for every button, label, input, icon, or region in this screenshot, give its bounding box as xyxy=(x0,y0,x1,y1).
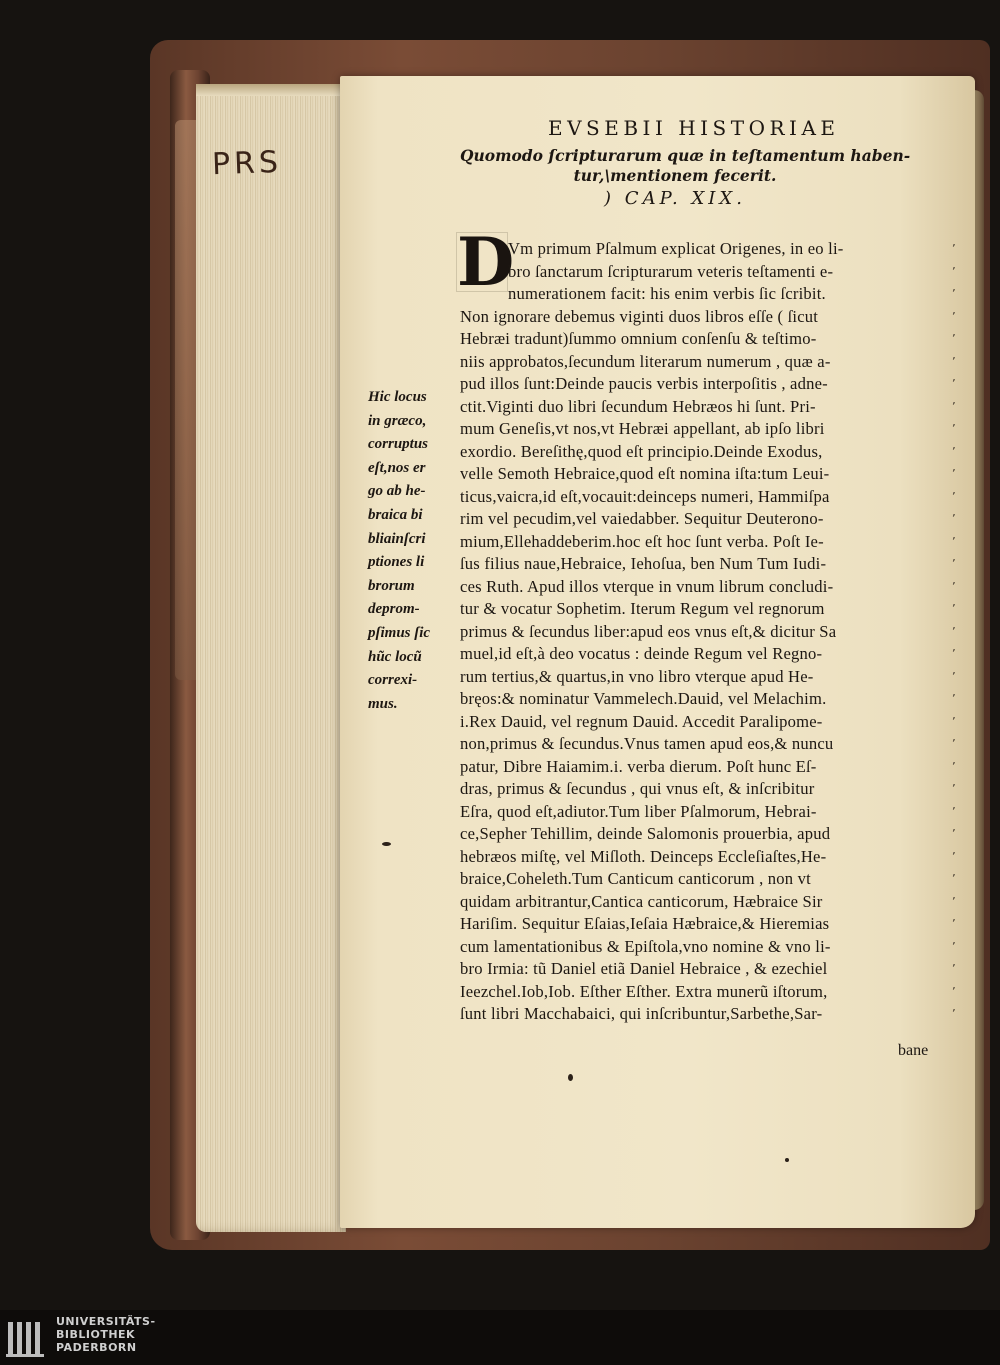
ink-speck xyxy=(568,1074,573,1081)
logo-line-1: UNIVERSITÄTS- xyxy=(56,1315,156,1328)
body-line: tur & vocatur Sophetim. Iterum Regum vel regnorum xyxy=(460,599,825,618)
body-line: ticus,vaicra,id eſt,vocauit:deinceps numeri, Hammiſpa xyxy=(460,486,830,506)
margin-tick: ’ xyxy=(952,399,956,413)
body-line: hebræos miſtę, vel Miſloth. Deinceps Eccleſiaſtes,He- xyxy=(460,846,827,866)
margin-tick: ’ xyxy=(952,287,956,300)
body-line: rum tertius,& quartus,in vno libro vterque apud He- xyxy=(460,666,814,686)
margin-note-line: go ab he- xyxy=(368,483,426,500)
body-line: i.Rex Dauid, vel regnum Dauid. Accedit Paralipome- xyxy=(460,711,823,731)
body-line: Vm primum Pſalmum explicat Origenes, in eo li- xyxy=(508,239,844,258)
body-line: muel,id eſt,à deo vocatus : deinde Regum vel Regno- xyxy=(460,644,823,663)
body-line: dras, primus & ſecundus , qui vnus eſt, & inſcribitur xyxy=(460,779,815,798)
margin-tick: ’ xyxy=(952,804,956,818)
margin-tick: ’ xyxy=(952,377,956,390)
body-line: ſunt libri Macchabaici, qui inſcribuntur,Sarbethe,Sar- xyxy=(460,1004,823,1023)
body-line: patur, Dibre Haiamim.i. verba dierum. Poſt hunc Eſ- xyxy=(460,756,817,776)
body-line: exordio. Bereſithę,quod eſt principio.Deinde Exodus, xyxy=(460,441,823,461)
body-line: mium,Ellehaddeberim.hoc eſt hoc ſunt verba. Poſt Ie- xyxy=(460,531,824,551)
spine-shelfmark: PRS xyxy=(211,144,283,183)
body-line: bro Irmia: tũ Daniel etiã Daniel Hebraice , & ezechiel xyxy=(460,959,828,978)
body-line: velle Semoth Hebraice,quod eſt nomina iſta:tum Leui- xyxy=(460,464,830,483)
logo-line-3: PADERBORN xyxy=(56,1341,137,1354)
margin-tick: ’ xyxy=(952,354,956,368)
margin-note-line: bliainſcri xyxy=(368,530,426,547)
body-line: numerationem facit: his enim verbis ſic ſcribit. xyxy=(508,284,826,303)
margin-tick: ’ xyxy=(952,444,956,458)
margin-tick: ’ xyxy=(952,647,956,660)
margin-tick: ’ xyxy=(952,264,956,278)
chapter-caption-line-2: tur,\mentionem fecerit. xyxy=(573,166,777,185)
body-line: niis approbatos,ſecundum literarum numerum , quæ a- xyxy=(460,351,831,371)
margin-tick: ’ xyxy=(952,579,956,593)
margin-note-line: correxi- xyxy=(368,672,418,689)
body-line: non,primus & ſecundus.Vnus tamen apud eos,& nuncu xyxy=(460,734,834,753)
margin-tick: ’ xyxy=(952,782,956,795)
margin-note-line: brorum xyxy=(368,577,415,594)
body-line: ces Ruth. Apud illos vterque in vnum librum concludi- xyxy=(460,576,834,596)
margin-tick: ’ xyxy=(952,917,956,930)
body-line: cum lamentationibus & Epiſtola,vno nomine & vno li- xyxy=(460,936,831,956)
margin-tick: ’ xyxy=(952,714,956,728)
body-line: ctit.Viginti duo libri ſecundum Hebræos hi ſunt. Pri- xyxy=(460,396,816,416)
margin-tick: ’ xyxy=(952,602,956,615)
body-line: Hebræi tradunt)ſummo omnium conſenſu & teſtimo- xyxy=(460,329,817,348)
margin-tick: ’ xyxy=(952,692,956,705)
margin-tick: ’ xyxy=(952,984,956,998)
margin-tick: ’ xyxy=(952,489,956,503)
margin-tick: ’ xyxy=(952,512,956,525)
logo-line-2: BIBLIOTHEK xyxy=(56,1328,136,1341)
drop-cap: D xyxy=(457,223,515,301)
margin-note-line: hũc locũ xyxy=(368,648,422,665)
margin-tick: ’ xyxy=(952,827,956,840)
margin-note-line: ptiones li xyxy=(368,554,425,571)
margin-note-line: mus. xyxy=(368,695,398,712)
margin-tick: ’ xyxy=(952,962,956,975)
running-head: EVSEBII HISTORIAE xyxy=(548,116,840,140)
margin-tick: ’ xyxy=(952,737,956,750)
margin-tick: ’ xyxy=(952,309,956,323)
margin-note-line: pſimus ſic xyxy=(368,625,431,641)
body-line: Ieezchel.Iob,Iob. Eſther Eſther. Extra munerũ iſtorum, xyxy=(460,981,828,1001)
body-line: braice,Coheleth.Tum Canticum canticorum , non vt xyxy=(460,869,811,888)
catchword: bane xyxy=(898,1042,929,1059)
chapter-number: ) CAP. XIX. xyxy=(604,188,746,209)
body-line: bro ſanctarum ſcripturarum veteris teſtamenti e- xyxy=(508,261,834,281)
ink-speck xyxy=(382,842,391,846)
margin-tick: ’ xyxy=(952,894,956,908)
margin-note-line: Hic locus xyxy=(368,389,427,405)
margin-tick: ’ xyxy=(952,332,956,345)
margin-tick: ’ xyxy=(952,939,956,953)
margin-note-line: deprom- xyxy=(368,601,420,618)
body-line: ce,Sepher Tehillim, deinde Salomonis prouerbia, apud xyxy=(460,824,831,843)
margin-tick: ’ xyxy=(952,759,956,773)
chapter-caption-line-1: Quomodo ſcripturarum quæ in teſtamentum haben- xyxy=(460,146,911,165)
margin-tick: ’ xyxy=(952,422,956,435)
body-line: mum Geneſis,vt nos,vt Hebræi appellant, ab ipſo libri xyxy=(460,419,825,438)
library-logo-text xyxy=(56,1315,156,1354)
ink-speck xyxy=(785,1158,789,1162)
body-line: quidam arbitrantur,Cantica canticorum, Hæbraice Sir xyxy=(460,891,823,911)
margin-note-line: in græco, xyxy=(368,412,427,429)
margin-tick: ’ xyxy=(952,872,956,885)
margin-tick: ’ xyxy=(952,849,956,863)
body-line: rim vel pecudim,vel vaiedabber. Sequitur Deuterono- xyxy=(460,509,824,528)
body-line: primus & ſecundus liber:apud eos vnus eſt,& dicitur Sa xyxy=(460,621,837,641)
body-line: pud illos ſunt:Deinde paucis verbis interpoſitis , adne- xyxy=(460,374,828,393)
margin-note-line: eſt,nos er xyxy=(368,459,426,476)
margin-tick: ’ xyxy=(952,242,956,255)
margin-tick: ’ xyxy=(952,557,956,570)
body-line: Non ignorare debemus viginti duos libros eſſe ( ſicut xyxy=(460,306,819,326)
margin-tick: ’ xyxy=(952,467,956,480)
margin-note-line: corruptus xyxy=(368,436,429,453)
margin-tick: ’ xyxy=(952,534,956,548)
body-line: Eſra, quod eſt,adiutor.Tum liber Pſalmorum, Hebrai- xyxy=(460,801,817,821)
library-logo-icon xyxy=(6,1318,46,1358)
margin-tick: ’ xyxy=(952,624,956,638)
body-line: bręos:& nominatur Vammelech.Dauid, vel Melachim. xyxy=(460,689,827,708)
margin-tick: ’ xyxy=(952,669,956,683)
margin-note-line: braica bi xyxy=(368,507,423,523)
margin-tick: ’ xyxy=(952,1007,956,1020)
body-line: Hariſim. Sequitur Eſaias,Ieſaia Hæbraice,& Hieremias xyxy=(460,914,830,933)
body-line: ſus filius naue,Hebraice, Iehoſua, ben Num Tum Iudi- xyxy=(460,554,827,573)
